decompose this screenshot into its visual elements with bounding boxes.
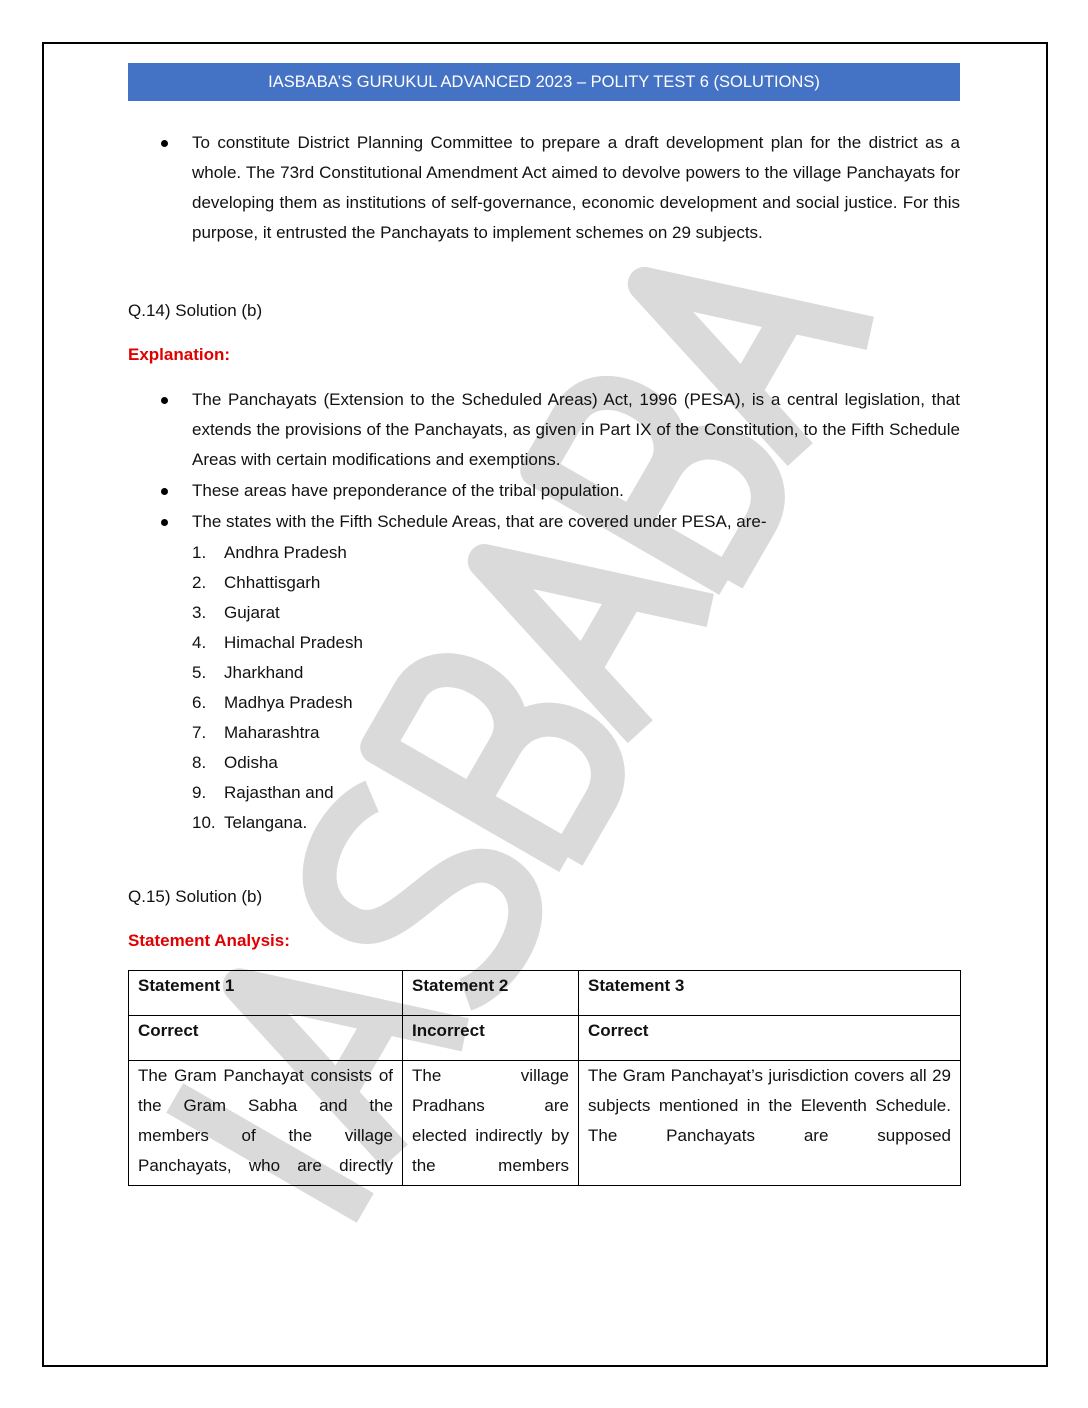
list-number: 10. bbox=[192, 813, 216, 832]
statement-table bbox=[128, 970, 961, 1186]
verdict-cell: Correct bbox=[579, 1016, 961, 1061]
document-body bbox=[128, 128, 960, 1186]
bullet-text: The Panchayats (Extension to the Scheduled Areas) Act, 1996 (PESA), is a central legislation, that extends the provisions of the Panchayats, as given in Part IX of the Constitution, to the Fifth Schedule Areas with certain modifications and exemptions. bbox=[192, 390, 960, 469]
state-name: Rajasthan and bbox=[224, 783, 334, 802]
bullet-icon bbox=[161, 488, 168, 495]
q15-label: Statement Analysis: bbox=[128, 931, 290, 950]
state-name: Gujarat bbox=[224, 603, 280, 622]
bullet-text: These areas have preponderance of the tribal population. bbox=[192, 481, 624, 500]
state-name: Andhra Pradesh bbox=[224, 543, 347, 562]
state-name: Chhattisgarh bbox=[224, 573, 321, 592]
document-header: IASBABA’S GURUKUL ADVANCED 2023 – POLITY TEST 6 (SOLUTIONS) bbox=[128, 63, 960, 101]
table-header-cell: Statement 1 bbox=[129, 971, 403, 1016]
state-name: Telangana. bbox=[224, 813, 308, 832]
state-name: Himachal Pradesh bbox=[224, 633, 363, 652]
state-name: Maharashtra bbox=[224, 723, 320, 742]
state-list-item bbox=[128, 538, 960, 568]
table-header-cell: Statement 2 bbox=[403, 971, 579, 1016]
state-list-item bbox=[128, 688, 960, 718]
state-name: Jharkhand bbox=[224, 663, 304, 682]
state-list-item bbox=[128, 778, 960, 808]
table-row bbox=[129, 1061, 961, 1186]
bullet-text: To constitute District Planning Committee to prepare a draft development plan for the district as a whole. The 73rd Constitutional Amendment Act aimed to devolve powers to the village Panchayats for developing them as institutions of self-governance, economic development and social justice. For this purpose, it entrusted the Panchayats to implement schemes on 29 subjects. bbox=[192, 133, 960, 242]
q14-label: Explanation: bbox=[128, 345, 231, 364]
q15-title: Q.15) Solution (b) bbox=[128, 887, 263, 906]
verdict-cell: Correct bbox=[129, 1016, 403, 1061]
list-number: 7. bbox=[192, 723, 207, 742]
list-number: 1. bbox=[192, 543, 207, 562]
explanation-cell: The Gram Panchayat consists of the Gram Sabha and the members of the village Panchayats, who are directly bbox=[129, 1061, 403, 1186]
bullet-icon bbox=[161, 140, 168, 147]
state-list-item bbox=[128, 628, 960, 658]
state-list-item bbox=[128, 568, 960, 598]
list-number: 9. bbox=[192, 783, 207, 802]
table-header-cell: Statement 3 bbox=[579, 971, 961, 1016]
state-name: Madhya Pradesh bbox=[224, 693, 353, 712]
list-number: 5. bbox=[192, 663, 207, 682]
bullet-icon bbox=[161, 397, 168, 404]
table-row bbox=[129, 1016, 961, 1061]
list-item bbox=[128, 128, 960, 248]
state-list-item bbox=[128, 808, 960, 838]
explanation-cell: The Gram Panchayat’s jurisdiction covers all 29 subjects mentioned in the Eleventh Schedule. The Panchayats are supposed bbox=[579, 1061, 961, 1186]
state-list-item bbox=[128, 748, 960, 778]
list-item bbox=[128, 507, 960, 537]
table-row bbox=[129, 971, 961, 1016]
list-number: 4. bbox=[192, 633, 207, 652]
bullet-text: The states with the Fifth Schedule Areas, that are covered under PESA, are- bbox=[192, 512, 767, 531]
bullet-icon bbox=[161, 519, 168, 526]
state-list-item bbox=[128, 598, 960, 628]
list-item bbox=[128, 385, 960, 475]
explanation-cell: The village Pradhans are elected indirectly by the members bbox=[403, 1061, 579, 1186]
state-list-item bbox=[128, 658, 960, 688]
list-number: 2. bbox=[192, 573, 207, 592]
state-name: Odisha bbox=[224, 753, 278, 772]
states-list bbox=[128, 538, 960, 838]
list-number: 8. bbox=[192, 753, 207, 772]
list-item bbox=[128, 476, 960, 506]
verdict-cell: Incorrect bbox=[403, 1016, 579, 1061]
list-number: 6. bbox=[192, 693, 207, 712]
state-list-item bbox=[128, 718, 960, 748]
q14-title: Q.14) Solution (b) bbox=[128, 301, 263, 320]
list-number: 3. bbox=[192, 603, 207, 622]
